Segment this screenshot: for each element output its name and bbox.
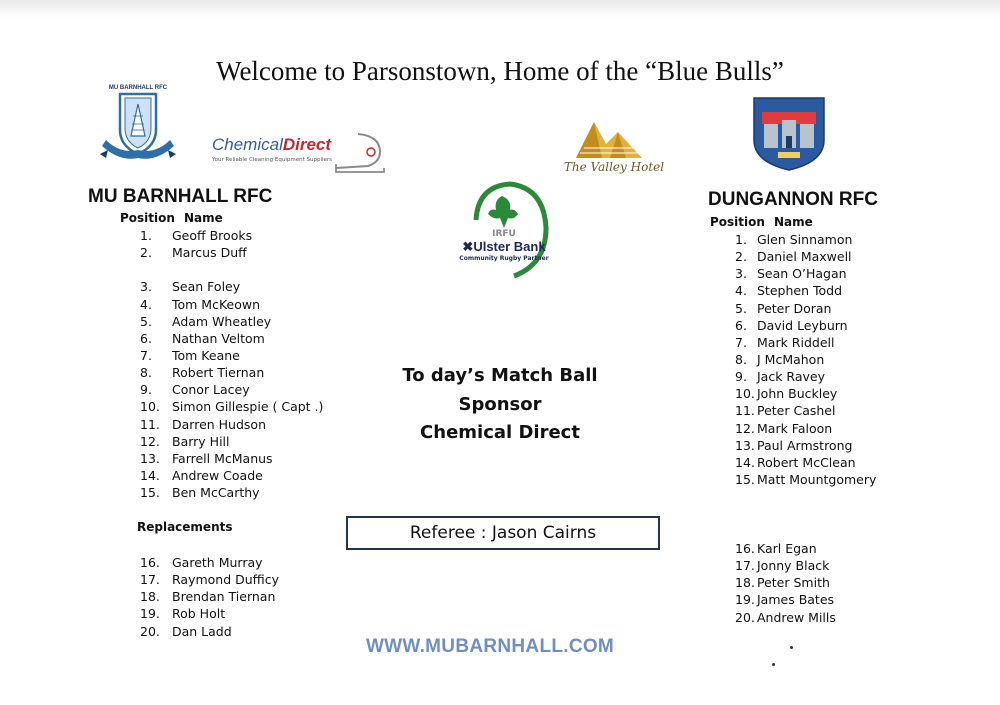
player-row [735, 300, 876, 317]
player-row [735, 317, 876, 334]
player-row [140, 623, 279, 640]
player-row [735, 334, 876, 351]
website-link[interactable]: WWW.MUBARNHALL.COM [365, 636, 615, 657]
referee-box: Referee : Jason Cairns [346, 516, 660, 550]
player-name: Andrew Mills [757, 609, 836, 625]
player-name: Marcus Duff [172, 245, 247, 261]
player-number: 9. [735, 369, 747, 385]
player-row [140, 364, 323, 381]
player-row [140, 605, 279, 622]
player-number: 18. [735, 575, 755, 591]
player-number: 2. [735, 249, 747, 265]
player-number: 8. [140, 365, 152, 381]
player-name: Sean O’Hagan [757, 266, 847, 282]
ulster-bank-wordmark [454, 239, 554, 255]
player-name: Brendan Tiernan [172, 589, 276, 605]
player-row [140, 433, 323, 450]
player-row [735, 351, 876, 368]
player-number: 14. [735, 454, 755, 470]
player-name: Gareth Murray [172, 555, 263, 570]
player-row [735, 591, 836, 608]
player-number: 16. [140, 555, 160, 570]
player-name: Dan Ladd [172, 623, 232, 639]
player-row [140, 554, 279, 571]
player-row [735, 368, 876, 385]
player-name: Paul Armstrong [757, 437, 853, 453]
player-name: Matt Mountgomery [757, 471, 877, 487]
player-number: 7. [735, 334, 747, 350]
player-number: 3. [140, 279, 152, 295]
player-row [140, 484, 323, 501]
player-number: 17. [735, 558, 755, 574]
player-number: 15. [140, 485, 160, 501]
player-row [140, 330, 323, 347]
chemical-word: Chemical [212, 135, 283, 154]
player-number: 11. [735, 403, 755, 419]
player-number: 17. [140, 572, 160, 588]
away-position-header: Position [710, 215, 765, 229]
player-number: 12. [735, 420, 755, 436]
roster-gap [140, 261, 323, 278]
player-name: Adam Wheatley [172, 313, 272, 329]
player-row [735, 231, 876, 248]
player-name: Andrew Coade [172, 467, 263, 483]
player-name: Geoff Brooks [172, 228, 253, 243]
away-crest-logo [752, 96, 826, 172]
ulster-bank-icon: ✖ [462, 239, 474, 254]
player-row [140, 398, 323, 415]
home-replacements-header: Replacements [137, 520, 233, 534]
player-row [735, 265, 876, 282]
player-number: 13. [735, 437, 755, 453]
player-name: Simon Gillespie ( Capt .) [172, 399, 324, 415]
speck [772, 663, 775, 666]
player-name: Peter Smith [757, 575, 830, 591]
player-row [140, 296, 323, 313]
player-number: 5. [735, 300, 747, 316]
player-name: Tom Keane [172, 347, 240, 363]
player-number: 20. [735, 609, 755, 625]
player-name: Sean Foley [172, 279, 241, 295]
player-name: Robert McClean [757, 454, 856, 470]
player-name: Darren Hudson [172, 416, 266, 432]
home-crest-label: MU BARNHALL RFC [108, 85, 168, 91]
ulster-bank-label: Ulster Bank [473, 239, 546, 254]
home-team-name: MU BARNHALL RFC [88, 186, 273, 207]
player-number: 4. [735, 283, 747, 299]
crest-icon [98, 80, 178, 170]
player-number: 9. [140, 382, 152, 398]
player-row [140, 416, 323, 433]
player-row [735, 471, 876, 488]
castle-crest-icon [752, 96, 826, 172]
player-row [140, 244, 323, 261]
player-number: 13. [140, 450, 160, 466]
player-name: Peter Doran [757, 300, 832, 316]
player-name: Raymond Dufficy [172, 572, 280, 588]
player-row [735, 574, 836, 591]
player-name: Farrell McManus [172, 450, 273, 466]
player-row [735, 248, 876, 265]
player-name: Conor Lacey [172, 382, 250, 398]
match-ball-sponsor [350, 362, 650, 448]
player-name: Mark Faloon [757, 420, 833, 436]
player-name: Glen Sinnamon [757, 232, 853, 247]
home-position-header: Position [120, 211, 175, 225]
player-row [735, 609, 836, 626]
player-name: J McMahon [757, 351, 825, 367]
home-replacements-list [140, 554, 279, 640]
player-number: 3. [735, 266, 747, 282]
player-number: 20. [140, 623, 160, 639]
player-row [735, 420, 876, 437]
player-name: Mark Riddell [757, 334, 835, 350]
player-row [140, 571, 279, 588]
player-number: 14. [140, 467, 160, 483]
player-name: Jack Ravey [757, 369, 825, 385]
player-name: Jonny Black [757, 558, 830, 574]
player-number: 8. [735, 351, 747, 367]
player-row [735, 454, 876, 471]
away-column-headers [710, 215, 813, 229]
player-number: 15. [735, 471, 755, 487]
player-number: 11. [140, 416, 160, 432]
chemical-direct-logo [208, 126, 388, 174]
chemical-direct-wordmark [212, 135, 331, 155]
player-row [140, 227, 323, 244]
home-name-header: Name [184, 211, 223, 225]
speck [790, 646, 793, 649]
player-row [735, 385, 876, 402]
home-crest-logo [98, 80, 178, 170]
player-name: Stephen Todd [757, 283, 842, 299]
player-number: 12. [140, 433, 160, 449]
player-number: 10. [735, 386, 755, 402]
player-name: Karl Egan [757, 541, 817, 556]
irfu-ulster-bank-logo [454, 180, 554, 280]
player-number: 4. [140, 296, 152, 312]
page-top-shade [0, 0, 1000, 18]
sponsor-line-3: Chemical Direct [420, 422, 580, 443]
player-row [735, 402, 876, 419]
player-row [140, 588, 279, 605]
player-row [140, 450, 323, 467]
player-number: 19. [735, 592, 755, 608]
player-number: 6. [140, 330, 152, 346]
player-row [140, 278, 323, 295]
home-starters-list [140, 227, 323, 501]
player-row [735, 540, 836, 557]
sponsor-line-1: To day’s Match Ball [402, 365, 598, 386]
sponsor-line-2: Sponsor [458, 393, 542, 415]
player-number: 2. [140, 245, 152, 261]
player-number: 6. [735, 317, 747, 333]
player-row [140, 347, 323, 364]
player-row [140, 381, 323, 398]
away-name-header: Name [774, 215, 813, 229]
player-row [735, 557, 836, 574]
page-title: Welcome to Parsonstown, Home of the “Blue Bulls” [216, 56, 784, 86]
player-name: Ben McCarthy [172, 485, 260, 501]
player-number: 19. [140, 606, 160, 622]
player-number: 5. [140, 313, 152, 329]
community-partner-label: Community Rugby Partner [459, 255, 549, 262]
player-name: Barry Hill [172, 433, 230, 449]
player-name: Peter Cashel [757, 403, 836, 419]
player-number: 7. [140, 347, 152, 363]
player-name: David Leyburn [757, 317, 848, 333]
player-row [140, 467, 323, 484]
player-row [140, 313, 323, 330]
player-number: 10. [140, 399, 160, 415]
home-column-headers [120, 211, 223, 225]
player-name: Rob Holt [172, 606, 226, 622]
player-number: 16. [735, 541, 755, 556]
direct-word: Direct [282, 135, 332, 154]
player-row [735, 282, 876, 299]
player-name: John Buckley [757, 386, 838, 402]
player-number: 1. [735, 232, 747, 247]
away-replacements-list [735, 540, 836, 626]
player-row [735, 437, 876, 454]
player-name: Nathan Veltom [172, 330, 265, 346]
away-team-name: DUNGANNON RFC [708, 189, 878, 210]
player-name: Robert Tiernan [172, 365, 265, 381]
valley-hotel-label: The Valley Hotel [563, 160, 665, 174]
chemical-direct-tagline: Your Reliable Cleaning Equipment Suppliers [212, 157, 333, 163]
player-number: 1. [140, 228, 152, 243]
irfu-label: IRFU [492, 229, 516, 239]
away-starters-list [735, 231, 876, 488]
player-name: James Bates [757, 592, 835, 608]
player-name: Tom McKeown [172, 296, 261, 312]
valley-hotel-logo [540, 118, 688, 182]
player-name: Daniel Maxwell [757, 249, 852, 265]
player-number: 18. [140, 589, 160, 605]
